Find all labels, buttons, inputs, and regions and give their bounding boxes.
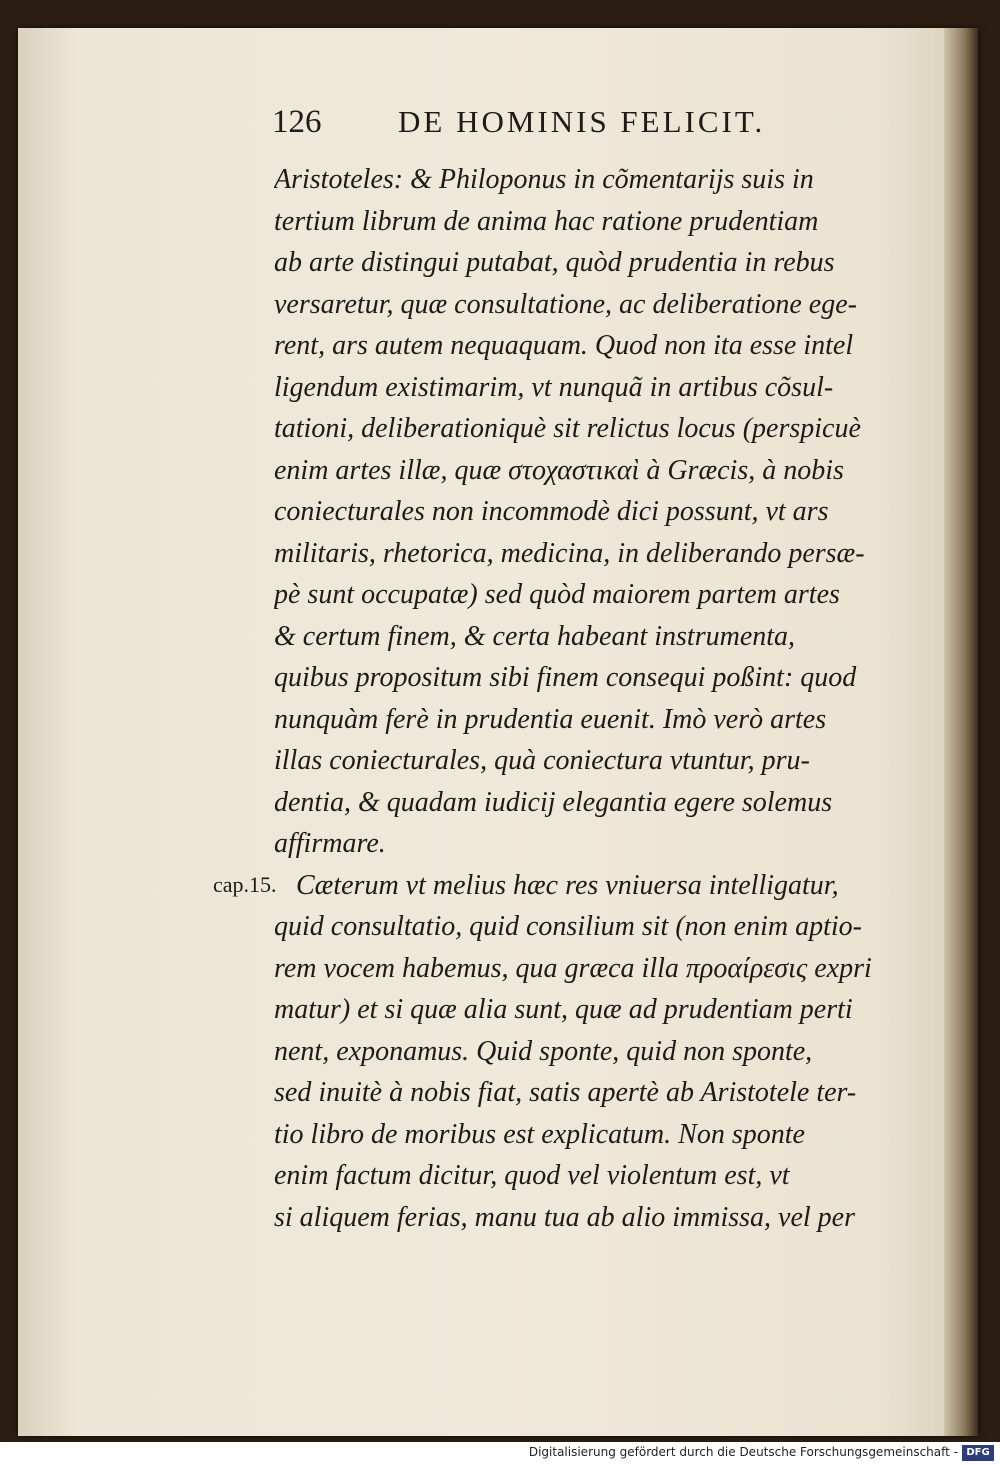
text-line: versaretur, quæ consultatione, ac deliberatione ege- [274, 288, 857, 320]
text-line: Aristoteles: & Philoponus in cõmentarijs suis in [274, 164, 814, 195]
text-line: nent, exponamus. Quid sponte, quid non sponte, [274, 1035, 813, 1067]
footer-credit: Digitalisierung gefördert durch die Deutsche Forschungsgemeinschaft - [528, 1445, 958, 1459]
running-title: DE HOMINIS FELICIT. [398, 104, 766, 139]
text-line: si aliquem ferias, manu tua ab alio immissa, vel per [274, 1201, 855, 1233]
text-line: militaris, rhetorica, medicina, in deliberando persæ- [274, 537, 865, 569]
text-line: quid consultatio, quid consilium sit (non enim aptio- [274, 911, 862, 942]
text-line: rem vocem habemus, qua græca illa προαίρεσις expri [274, 952, 872, 984]
text-line: enim factum dicitur, quod vel violentum est, vt [274, 1160, 790, 1191]
text-line: tationi, deliberationiquè sit relictus locus (perspicuè [274, 413, 861, 444]
text-line: nunquàm ferè in prudentia euenit. Imò verò artes [274, 703, 827, 735]
text-line: & certum finem, & certa habeant instrumenta, [274, 620, 796, 652]
text-line: Cæterum vt melius hæc res vniuersa intelligatur, [296, 869, 839, 901]
footer-bar [0, 1442, 1000, 1465]
text-line: ab arte distingui putabat, quòd prudentia in rebus [274, 247, 835, 278]
page-number: 126 [272, 104, 322, 140]
text-line: illas coniecturales, quà coniectura vtuntur, pru- [274, 745, 810, 776]
text-line: tio libro de moribus est explicatum. Non sponte [274, 1118, 805, 1150]
margin-note: cap.15. [213, 872, 277, 897]
text-line: coniecturales non incommodè dici possunt, vt ars [274, 496, 829, 527]
text-line: rent, ars autem nequaquam. Quod non ita esse intel [274, 330, 854, 361]
page-gutter [944, 28, 978, 1436]
dfg-logo: DFG [962, 1445, 994, 1461]
text-line: enim artes illæ, quæ στοχαστικαὶ à Græcis, à nobis [274, 454, 844, 486]
text-line: tertium librum de anima hac ratione prudentiam [274, 205, 819, 237]
text-line: ligendum existimarim, vt nunquã in artibus cõsul- [274, 371, 834, 403]
text-line: quibus propositum sibi finem consequi poßint: quod [274, 662, 857, 693]
text-line: affirmare. [274, 828, 386, 859]
text-line: dentia, & quadam iudicij elegantia egere solemus [274, 786, 833, 818]
text-line: matur) et si quæ alia sunt, quæ ad prudentiam perti [274, 994, 853, 1025]
text-block [274, 159, 896, 1238]
text-line: pè sunt occupatæ) sed quòd maiorem partem artes [274, 579, 840, 610]
text-line: sed inuitè à nobis fiat, satis apertè ab Aristotele ter- [274, 1077, 857, 1108]
running-head [272, 102, 832, 146]
